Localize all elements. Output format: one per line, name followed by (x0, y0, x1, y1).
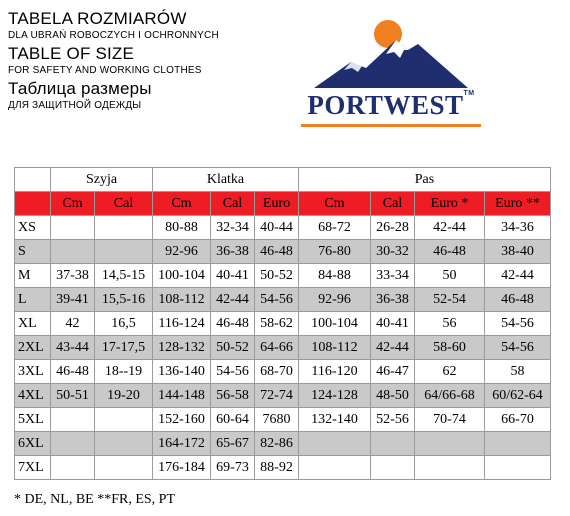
unit-header: Cal (95, 192, 153, 216)
logo-stripe (301, 124, 481, 127)
measure-cell: 26-28 (371, 216, 415, 240)
measure-cell: 116-124 (153, 312, 211, 336)
measure-cell: 42 (51, 312, 95, 336)
measure-cell: 80-88 (153, 216, 211, 240)
measure-cell: 38-40 (485, 240, 551, 264)
measure-cell: 46-48 (255, 240, 299, 264)
size-label-cell: 3XL (15, 360, 51, 384)
size-label-cell: 7XL (15, 456, 51, 480)
measure-cell: 54-56 (485, 336, 551, 360)
measure-cell: 34-36 (485, 216, 551, 240)
measure-cell: 58 (485, 360, 551, 384)
measure-cell (95, 432, 153, 456)
measure-cell: 58-60 (415, 336, 485, 360)
measure-cell: 15,5-16 (95, 288, 153, 312)
measure-cell: 46-48 (211, 312, 255, 336)
measure-cell: 60/62-64 (485, 384, 551, 408)
measure-cell: 40-41 (211, 264, 255, 288)
measure-cell: 100-104 (153, 264, 211, 288)
measure-cell: 33-34 (371, 264, 415, 288)
measure-cell: 56-58 (211, 384, 255, 408)
measure-cell (415, 456, 485, 480)
table-row (15, 456, 551, 480)
size-label-cell: M (15, 264, 51, 288)
size-label-cell: L (15, 288, 51, 312)
measure-cell: 37-38 (51, 264, 95, 288)
measure-cell: 69-73 (211, 456, 255, 480)
measure-cell (485, 456, 551, 480)
measure-cell: 108-112 (153, 288, 211, 312)
measure-cell: 152-160 (153, 408, 211, 432)
measure-cell: 50-52 (211, 336, 255, 360)
measure-cell (95, 240, 153, 264)
measure-cell: 36-38 (371, 288, 415, 312)
size-label-cell: 2XL (15, 336, 51, 360)
measure-cell (95, 456, 153, 480)
measure-cell: 60-64 (211, 408, 255, 432)
measure-cell: 82-86 (255, 432, 299, 456)
measure-cell: 42-44 (371, 336, 415, 360)
measure-cell (371, 432, 415, 456)
portwest-logo (296, 10, 486, 135)
size-label-cell: 6XL (15, 432, 51, 456)
measure-cell: 64-66 (255, 336, 299, 360)
measure-cell: 65-67 (211, 432, 255, 456)
measure-cell: 50 (415, 264, 485, 288)
measure-cell (299, 456, 371, 480)
measure-cell: 40-41 (371, 312, 415, 336)
measure-cell: 54-56 (485, 312, 551, 336)
subtitle-english: FOR SAFETY AND WORKING CLOTHES (8, 65, 202, 76)
measure-cell: 46-48 (51, 360, 95, 384)
size-table (14, 167, 551, 480)
measure-cell: 136-140 (153, 360, 211, 384)
size-label-cell: S (15, 240, 51, 264)
measure-cell: 39-41 (51, 288, 95, 312)
unit-header-row (15, 192, 551, 216)
table-row (15, 264, 551, 288)
measure-cell: 62 (415, 360, 485, 384)
table-row (15, 288, 551, 312)
size-label-cell: 4XL (15, 384, 51, 408)
measure-cell: 50-51 (51, 384, 95, 408)
measure-cell: 132-140 (299, 408, 371, 432)
measure-cell (51, 432, 95, 456)
unit-header: Euro ** (485, 192, 551, 216)
measure-cell: 54-56 (211, 360, 255, 384)
unit-header: Euro (255, 192, 299, 216)
table-row (15, 384, 551, 408)
measure-cell: 19-20 (95, 384, 153, 408)
measure-cell: 42-44 (485, 264, 551, 288)
measure-cell (51, 240, 95, 264)
unit-header: Euro * (415, 192, 485, 216)
title-english: TABLE OF SIZE (8, 44, 135, 63)
measure-cell: 42-44 (211, 288, 255, 312)
measure-cell: 108-112 (299, 336, 371, 360)
measure-cell: 100-104 (299, 312, 371, 336)
measure-cell: 92-96 (299, 288, 371, 312)
measure-cell: 92-96 (153, 240, 211, 264)
measure-cell: 176-184 (153, 456, 211, 480)
measure-cell (415, 432, 485, 456)
measure-cell: 128-132 (153, 336, 211, 360)
unit-header: Cm (299, 192, 371, 216)
measure-cell: 17-17,5 (95, 336, 153, 360)
corner-cell-2 (15, 192, 51, 216)
measure-cell: 32-34 (211, 216, 255, 240)
measure-cell (51, 408, 95, 432)
measure-cell: 40-44 (255, 216, 299, 240)
size-label-cell: XL (15, 312, 51, 336)
size-label-cell: XS (15, 216, 51, 240)
measure-cell: 30-32 (371, 240, 415, 264)
measure-cell (371, 456, 415, 480)
measure-cell: 64/66-68 (415, 384, 485, 408)
subtitle-russian: ДЛЯ ЗАЩИТНОЙ ОДЕЖДЫ (8, 100, 142, 111)
measure-cell: 84-88 (299, 264, 371, 288)
group-header-row (15, 168, 551, 192)
measure-cell: 46-47 (371, 360, 415, 384)
measure-cell (485, 432, 551, 456)
header-text (8, 8, 219, 113)
measure-cell: 116-120 (299, 360, 371, 384)
measure-cell: 72-74 (255, 384, 299, 408)
logo-wordmark: PORTWEST™ (307, 90, 475, 120)
table-row (15, 432, 551, 456)
table-row (15, 216, 551, 240)
title-polish: TABELA ROZMIARÓW (8, 9, 187, 28)
measure-cell: 66-70 (485, 408, 551, 432)
measure-cell: 48-50 (371, 384, 415, 408)
table-row (15, 408, 551, 432)
measure-cell: 42-44 (415, 216, 485, 240)
table-row (15, 312, 551, 336)
measure-cell: 124-128 (299, 384, 371, 408)
measure-cell: 54-56 (255, 288, 299, 312)
measure-cell: 7680 (255, 408, 299, 432)
measure-cell: 43-44 (51, 336, 95, 360)
corner-cell (15, 168, 51, 192)
subtitle-polish: DLA UBRAŃ ROBOCZYCH I OCHRONNYCH (8, 30, 219, 41)
measure-cell: 46-48 (415, 240, 485, 264)
group-neck: Szyja (51, 168, 153, 192)
unit-header: Cm (51, 192, 95, 216)
measure-cell: 164-172 (153, 432, 211, 456)
measure-cell (95, 408, 153, 432)
measure-cell: 68-70 (255, 360, 299, 384)
measure-cell: 18--19 (95, 360, 153, 384)
measure-cell: 70-74 (415, 408, 485, 432)
size-label-cell: 5XL (15, 408, 51, 432)
mountain-logo-graphic (296, 10, 486, 90)
measure-cell: 144-148 (153, 384, 211, 408)
unit-header: Cal (211, 192, 255, 216)
measure-cell: 88-92 (255, 456, 299, 480)
measure-cell: 46-48 (485, 288, 551, 312)
measure-cell: 52-54 (415, 288, 485, 312)
measure-cell: 16,5 (95, 312, 153, 336)
group-waist: Pas (299, 168, 551, 192)
group-chest: Klatka (153, 168, 299, 192)
measure-cell (51, 216, 95, 240)
unit-header: Cal (371, 192, 415, 216)
title-russian: Таблица размеры (8, 79, 152, 98)
measure-cell: 68-72 (299, 216, 371, 240)
measure-cell: 14,5-15 (95, 264, 153, 288)
unit-header: Cm (153, 192, 211, 216)
measure-cell: 52-56 (371, 408, 415, 432)
measure-cell: 36-38 (211, 240, 255, 264)
measure-cell: 56 (415, 312, 485, 336)
footnote: * DE, NL, BE **FR, ES, PT (14, 492, 176, 507)
measure-cell (51, 456, 95, 480)
measure-cell: 76-80 (299, 240, 371, 264)
table-row (15, 360, 551, 384)
measure-cell: 58-62 (255, 312, 299, 336)
measure-cell: 50-52 (255, 264, 299, 288)
measure-cell (95, 216, 153, 240)
table-row (15, 336, 551, 360)
measure-cell (299, 432, 371, 456)
table-row (15, 240, 551, 264)
